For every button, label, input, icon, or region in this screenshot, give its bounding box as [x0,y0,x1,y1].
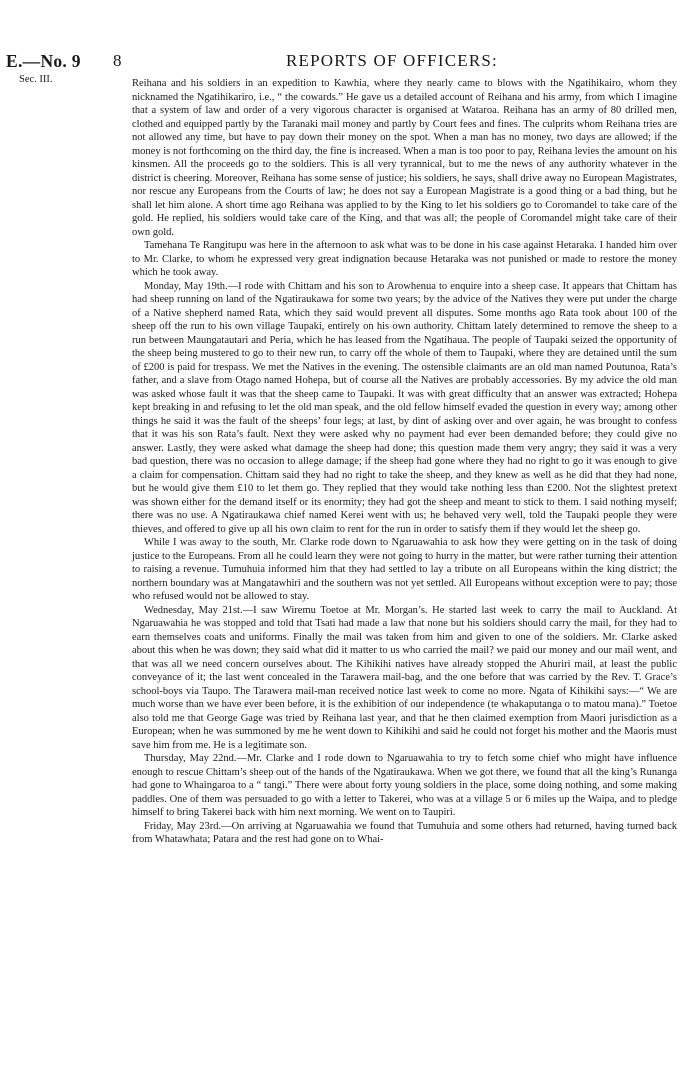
paragraph-reihana: Reihana and his soldiers in an expedition to Kawhia, where they nearly came to blows with the Ngatihikairo, whom they nicknamed the Ngatihikariro, i.e., “ the cowards.” He gave us a detailed account of Reihana and his army, from which I imagine that a system of law and order of a very vigorous character is organised at Wataroa. Reihana has an army of 80 drilled men, clothed and equipped partly by the Taranaki mail money and partly by Court fees and fines. The culprits whom Reihana tries are not allowed any time, but have to pay down their money on the spot. When a man has no money, two days are allowed; if the money is not forthcoming on the third day, the fine is increased. When a man is too poor to pay, Reihana levies the amount on his kinsmen. All the proceeds go to the soldiers. This is all very tyrannical, but to me the news of any authority whatever in the district is cheering. Moreover, Reihana has some sense of justice; his soldiers, he says, shall drive away no European Magistrates, nor rescue any Europeans from the Courts of law; he does not say a European Magistrate is a good thing or a bad thing, but he shall let him alone. A short time ago Reihana was applied to by the King to let his soldiers go to Coromandel to take care of the gold. He replied, his soldiers would take care of the King, and that was all; the people of Coromandel might take care of their own gold. [132,78,677,238]
document-number: E.—No. 9 [6,51,81,71]
page-number: 8 [113,51,122,70]
paragraph-thursday-may-22: Thursday, May 22nd.—Mr. Clarke and I rode down to Ngaruawahia to try to fetch some chief who might have influence enough to rescue Chittam’s sheep out of the hands of the Ngatiraukawa. When we got there, we found that all the king’s Runanga had gone to Whaingaroa to a “ tangi.” There were about forty young soldiers in the place, some doing nothing, and some making paddles. One of them was persuaded to go with a letter to Takerei, who was at a village 5 or 6 miles up the Waipa, and to pledge himself to bring Takerei back with him next morning. We went on to Taupiri. [132,753,677,818]
paragraph-clarke-ngaruawahia: While I was away to the south, Mr. Clarke rode down to Ngaruawahia to ask how they were getting on in the task of doing justice to the Europeans. From all he could learn they were not going to hurry in the matter, but were rather turning their attention to raising a revenue. Tumuhuia informed him that they had settled to lay a tribute on all Europeans within the king district; the northern boundary was at Mangatawhiri and the southern was not yet settled. All Europeans without exception were to pay; those who refused would not be allowed to stay. [132,537,677,602]
body-text [132,77,677,847]
paragraph-tamehana: Tamehana Te Rangitupu was here in the afternoon to ask what was to be done in his case against Hetaraka. I handed him over to Mr. Clarke, to whom he expressed very great indignation because Hetaraka was not punished or made to restore the money which he took away. [132,240,677,278]
paragraph-friday-may-23: Friday, May 23rd.—On arriving at Ngaruawahia we found that Tumuhuia and some others had returned, having turned back from Whatawhata; Patara and the rest had gone on to Whai- [132,820,677,845]
paragraph-monday-may-19: Monday, May 19th.—I rode with Chittam and his son to Arowhenua to enquire into a sheep case. It appears that Chittam has had sheep running on land of the Ngatiraukawa for some two years; by the advice of the Natives they were put under the charge of a Native shepherd named Rata, which they said would prevent all disputes. Some months ago Rata took about 100 of the sheep off the run to his own village Taupaki, entirely on his own authority. Chittam lately determined to remove the sheep to a run between Maungatautari and Peria, which he has leased from the Ngatihaua. The people of Taupaki seized the opportunity of the sheep being mustered to go to their new run, to carry off the whole of them to Taupaki, where they are detained until the sum of £200 is paid for trespass. We met the Natives in the evening. The ostensible claimants are an old man named Poutunoa, Rata’s father, and a slave from Otago named Hohepa, but of course all the Natives are probably accessories. By my advice the old man was asked whose fault it was that the sheep came to Taupaki. It was with great difficulty that an answer was extracted; Hohepa kept breaking in and refusing to let the old man speak, and the old fellow himself evaded the question in every way; among other things he said it was the fault of the sheeps’ four legs; at last, by dint of asking over and over again, he was brought to confess that it was his son Rata’s fault. Next they were asked why no payment had ever been demanded before; they could give no answer. Lastly, they were asked what damage the sheep had done; this question made them very angry; they said it was a very bad question, there was no occasion to allege damage; if the sheep had gone where they had no right to go it was enough to give a claim for compensation. Chittam said they had no right to take the sheep, and they knew as well as he did that they had none, but he would give them £10 to let them go. They replied that they would take nothing less than £200. Not the slightest pretext was shown either for the demand itself or its enormity; they had got the sheep and meant to stick to them. I said nothing myself; there was no use. A Ngatiraukawa chief named Kerei went with us; he behaved very well, told the Taupaki people they were thieves, and offered to give up all his own claim to rent for the run in order to satisfy them if they would let the sheep go. [132,280,677,535]
section-label: Sec. III. [19,74,53,85]
running-title: REPORTS OF OFFICERS: [286,51,498,70]
paragraph-wednesday-may-21: Wednesday, May 21st.—I saw Wiremu Toetoe at Mr. Morgan’s. He started last week to carry the mail to Auckland. At Ngaruawahia he was stopped and told that Tsati had made a law that none but his soldiers should carry the mail, for they had to earn themselves coats and uniforms. Finally the mail was taken from him and given to one of the soldiers. Mr. Clarke asked about this when he was down; they said what did it matter to us who carried the mail? we paid our money and our mail went, and that was all we need concern ourselves about. The Kihikihi natives have already stopped the Ahuriri mail, at least the public conveyance of it; the last went concealed in the Tarawera mail-bag, and the one before that was carried by the Rev. T. Grace’s school-boys via Taupo. The Tarawera mail-man received notice last week to come no more. Ngata of Kihikihi says:—“ We are much worse than we have ever been before, it is the exhibition of our independence (te whakaputanga o to matou mana).” Toetoe also told me that George Gage was tried by Reihana last year, and that he then claimed exemption from Maori jurisdiction as a European; when he was summoned by me he went down to Kihikihi and said he could not forget his mother and the Maoris must save him from me. He is a legitimate son. [132,604,677,751]
